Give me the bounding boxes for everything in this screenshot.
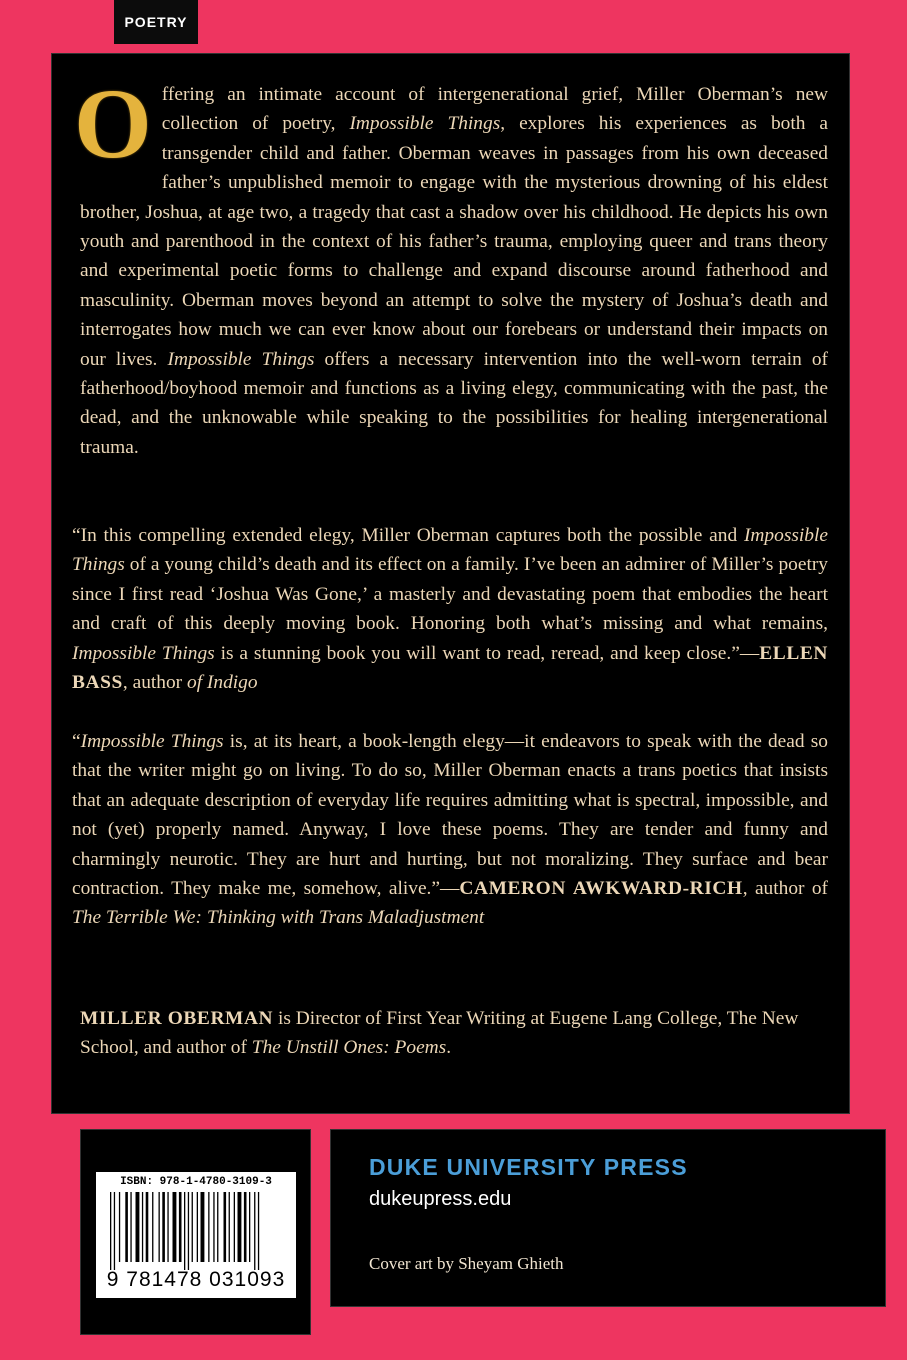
endorser-name: CAMERON AWKWARD-RICH [459,878,743,900]
barcode-bar [238,1192,242,1262]
barcode-bar [162,1192,165,1262]
barcode-bar [142,1192,143,1262]
barcode-bar [244,1192,247,1262]
endorser-work: The Terrible We: Thinking with Trans Maladjustment [72,907,485,929]
barcode-bar [208,1192,209,1262]
endorser-work: of Indigo [187,672,258,694]
book-title: Impossible Things [80,731,224,752]
book-title: Impossible Things [72,642,215,664]
barcode-bar [159,1192,160,1262]
barcode-bar [234,1192,235,1262]
book-title: Impossible Things [167,348,315,370]
barcode-bar [152,1192,153,1262]
barcode-bars [110,1192,282,1270]
author-name: MILLER OBERMAN [80,1008,274,1029]
barcode-number: 9 781478 031093 [106,1268,286,1291]
barcode-bar [136,1192,140,1262]
author-previous-work: The Unstill Ones: Poems [251,1037,447,1059]
barcode-bar [224,1192,227,1262]
barcode-bar [146,1192,149,1262]
isbn-label: ISBN: 978-1-4780-3109-3 [120,1176,272,1188]
barcode-bar [249,1192,250,1262]
publisher-name: DUKE UNIVERSITY PRESS [369,1154,688,1180]
category-tag: POETRY [114,0,198,44]
barcode-bar [188,1192,189,1270]
barcode-bar [173,1192,177,1262]
barcode-bar [197,1192,198,1262]
barcode-bar [110,1192,111,1270]
isbn-barcode [96,1172,296,1298]
publisher-panel [330,1129,886,1307]
barcode-bar [192,1192,193,1262]
endorsement-ellen-bass: “In this compelling extended elegy, Miller Oberman captures both the possible and Impossible Things of a young child’s death and its effect on a family. I’ve been an admirer of Miller’s poetry since I first read ‘Joshua Was Gone,’ a masterly and devastating poem that embodies the heart and craft of this deeply moving book. Honoring both what’s missing and what remains, Impossible Things is a stunning book you will want to read, reread, and keep close.”—ELLEN BASS, author of Indigo [72,525,828,694]
barcode-bar [114,1192,115,1270]
endorser-name: ELLEN BASS [72,642,828,694]
barcode-bar [125,1192,128,1262]
barcode-bar [258,1192,259,1270]
back-cover-text-panel [51,53,850,1114]
barcode-bar [130,1192,131,1262]
book-title: Impossible Things [349,113,501,135]
barcode-panel [80,1129,311,1335]
barcode-bar [229,1192,230,1262]
endorsement-cameron-awkward-rich: “Impossible Things is, at its heart, a book-length elegy—it endeavors to speak with the dead so that the writer might go on living. To do so, Miller Oberman enacts a trans poetics that insists that an adequate description of everyday life requires admitting what is spectral, impossible, and not (yet) properly named. Anyway, I love these poems. They are tender and funny and charmingly neurotic. They are hurt and hurting, but not moralizing. They surface and bear contraction. They make me, somehow, alive.”—CAMERON AWKWARD-RICH, author of The Terrible We: Thinking with Trans Maladjustment [72,731,829,929]
barcode-bar [254,1192,255,1270]
barcode-bar [213,1192,214,1262]
book-description: Offering an intimate account of intergenerational grief, Miller Oberman’s new collection of poetry, Impossible Things, explores his experiences as both a transgender child and father. Oberman weaves in passages from his own deceased father’s unpublished memoir to engage with the mysterious drowning of his eldest brother, Joshua, at age two, a tragedy that cast a shadow over his childhood. He depicts his own youth and parenthood in the context of his father’s trauma, employing queer and trans theory and experimental poetic forms to challenge and expand discourse around fatherhood and masculinity. Oberman moves beyond an attempt to solve the mystery of Joshua’s death and interrogates how much we can ever know about our forebears or understand their impacts on our lives. Impossible Things offers a necessary intervention into the well-worn terrain of fatherhood/boyhood memoir and functions as a living elegy, communicating with the past, the dead, and the unknowable while speaking to the possibilities for healing intergenerational trauma. [74,68,829,458]
cover-art-credit: Cover art by Sheyam Ghieth [369,1254,564,1273]
barcode-bar [179,1192,182,1262]
barcode-bar [184,1192,185,1270]
dropcap-letter: O [74,68,152,179]
barcode-bar [217,1192,218,1262]
barcode-bar [167,1192,168,1262]
book-title: Impossible Things [72,525,828,576]
barcode-bar [119,1192,120,1262]
author-bio: MILLER OBERMAN is Director of First Year Writing at Eugene Lang College, The New School, and author of The Unstill Ones: Poems. [80,1008,799,1059]
barcode-bar [201,1192,205,1262]
publisher-url[interactable]: dukeupress.edu [369,1188,512,1210]
